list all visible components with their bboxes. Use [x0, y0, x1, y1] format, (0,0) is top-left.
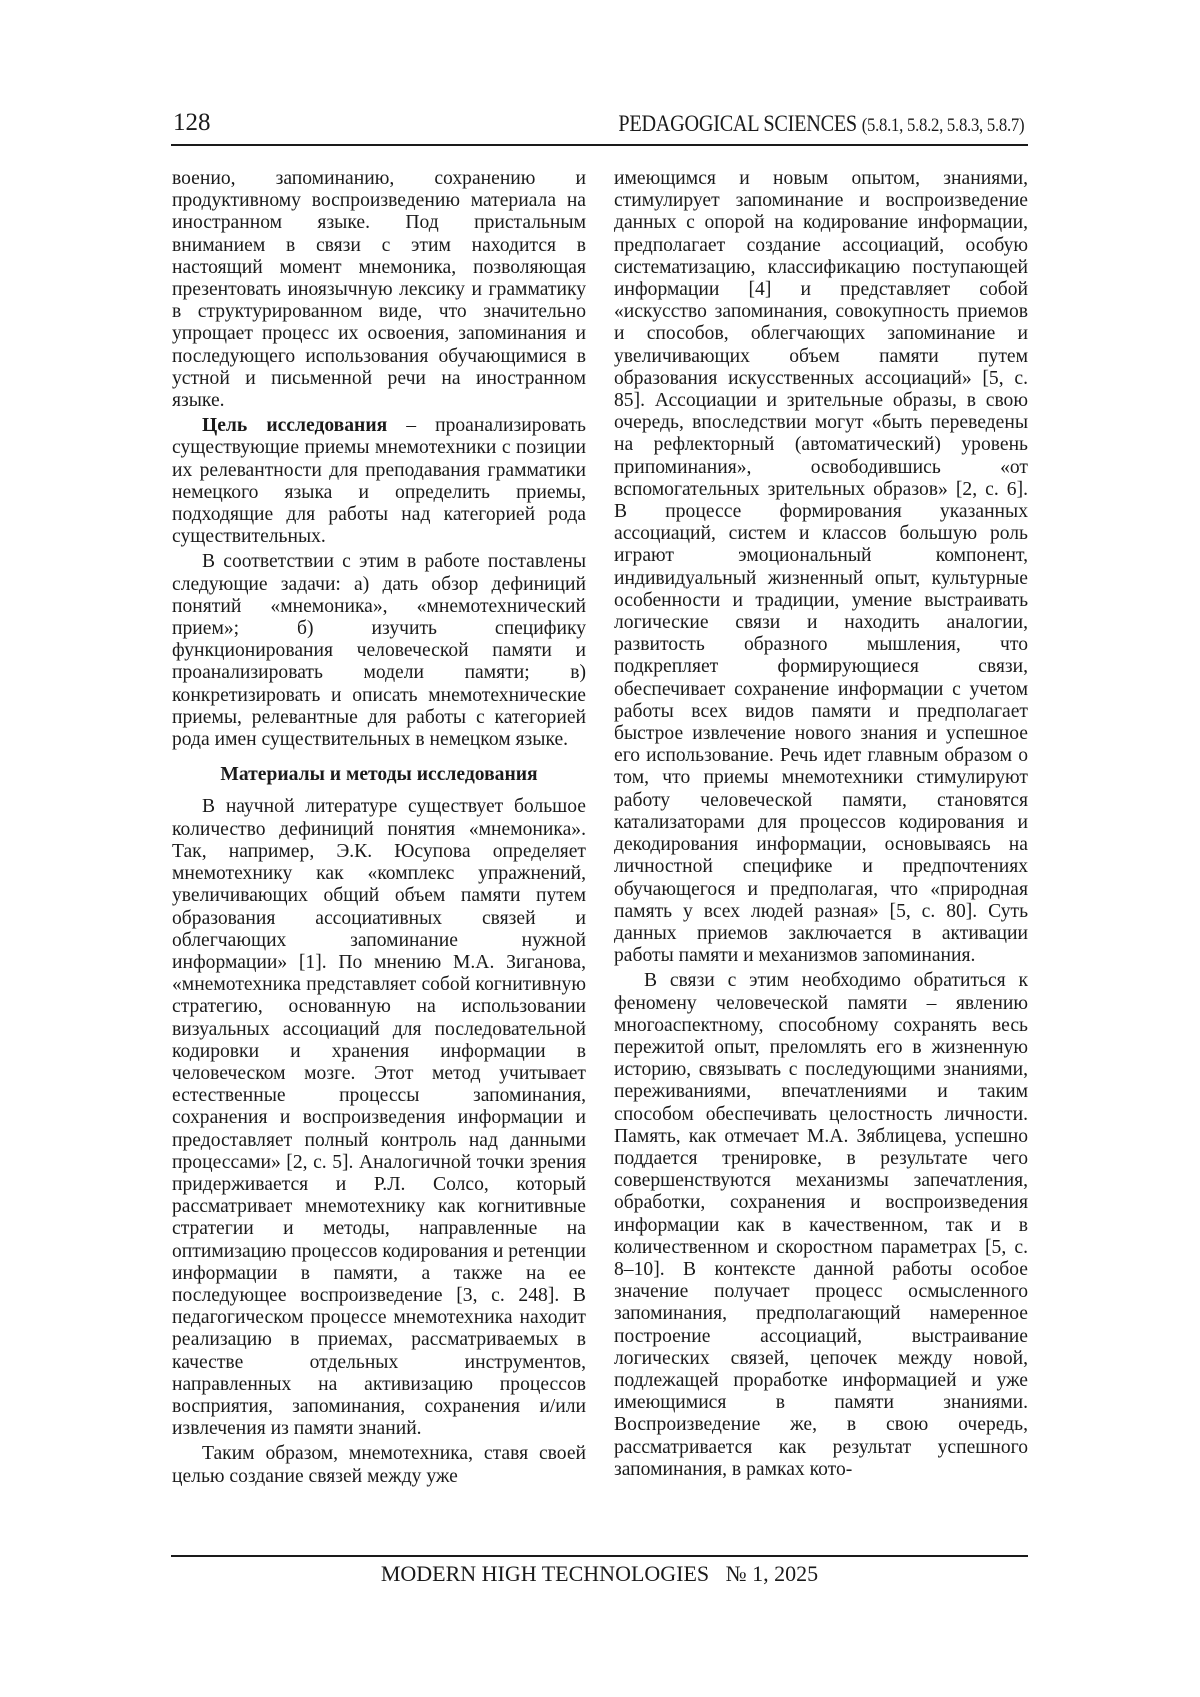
left-column — [172, 168, 586, 1488]
paragraph: военио, запоминанию, сохранению и продуктивному воспроизведению материала на иностранном языке. Под пристальным вниманием в связи с этим находится в настоящий момент мнемоника, позволяющая презентовать иноязычную лексику и грамматику в структурированном виде, что значительно упрощает процесс их освоения, запоминания и последующего использования обучающимися в устной и письменной речи на иностранном языке. — [172, 168, 586, 412]
paragraph: В связи с этим необходимо обратиться к феномену человеческой памяти – явлению многоаспектному, способному сохранять весь пережитой опыт, преломлять его в жизненную историю, связывать с последующими знаниями, переживаниями, впечатлениями и таким способом обеспечивать целостность личности. Память, как отмечает М.А. Зяблицева, успешно поддается тренировке, в результате чего совершенствуются механизмы запечатления, обработки, сохранения и воспроизведения информации как в качественном, так и в количественном и скоростном параметрах [5, с. 8–10]. В контексте данной работы особое значение получает процесс осмысленного запоминания, предполагающий намеренное построение ассоциаций, выстраивание логических связей, цепочек между новой, подлежащей проработке информацией и уже имеющимися в памяти знаниями. Воспроизведение же, в свою очередь, рассматривается как результат успешного запоминания, в рамках кото- — [614, 970, 1028, 1480]
right-column — [614, 168, 1028, 1481]
paragraph: Таким образом, мнемотехника, ставя своей целью создание связей между уже — [172, 1443, 586, 1487]
section-title: PEDAGOGICAL SCIENCES — [618, 111, 857, 136]
page-footer — [171, 1555, 1028, 1593]
page-number: 128 — [173, 109, 211, 136]
page-header — [171, 104, 1028, 146]
section-heading: Материалы и методы исследования — [220, 764, 538, 786]
paragraph-aim — [172, 415, 586, 548]
journal-name: MODERN HIGH TECHNOLOGIES № 1, 2025 — [380, 1561, 819, 1586]
running-title — [618, 110, 1024, 140]
section-codes: (5.8.1, 5.8.2, 5.8.3, 5.8.7) — [861, 115, 1024, 136]
aim-lead: Цель исследования — [202, 415, 388, 437]
paragraph: В научной литературе существует большое количество дефиниций понятия «мнемоника». Так, например, Э.К. Юсупова определяет мнемотехнику как «комплекс упражнений, увеличивающих общий объем памяти путем образования ассоциативных связей и облегчающих запоминание нужной информации» [1]. По мнению М.А. Зиганова, «мнемотехника представляет собой когнитивную стратегию, основанную на использовании визуальных ассоциаций для последовательной кодировки и хранения информации в человеческом мозге. Этот метод учитывает естественные процессы запоминания, сохранения и воспроизведения информации и предоставляет полный контроль над данными процессами» [2, с. 5]. Аналогичной точки зрения придерживается и Р.Л. Солсо, который рассматривает мнемотехнику как когнитивные стратегии и методы, направленные на оптимизацию процессов кодирования и ретенции информации в памяти, а также на ее последующее воспроизведение [3, с. 248]. В педагогическом процессе мнемотехника находит реализацию в приемах, рассматриваемых в качестве отдельных инструментов, направленных на активизацию процессов восприятия, запоминания, сохранения и/или извлечения из памяти знаний. — [172, 796, 586, 1440]
paragraph: имеющимся и новым опытом, знаниями, стимулирует запоминание и воспроизведение данных с опорой на кодирование информации, предполагает создание ассоциаций, особую систематизацию, классификацию поступающей информации [4] и представляет собой «искусство запоминания, совокупность приемов и способов, облегчающих запоминание и увеличивающих объем памяти путем образования искусственных ассоциаций» [5, с. 85]. Ассоциации и зрительные образы, в свою очередь, впоследствии могут «быть переведены на рефлекторный (автоматический) уровень припоминания», освободившись «от вспомогательных зрительных образов» [2, с. 6]. В процессе формирования указанных ассоциаций, систем и классов большую роль играют эмоциональный компонент, индивидуальный жизненный опыт, культурные особенности и традиции, умение выстраивать логические связи и находить аналогии, развитость образного мышления, что подкрепляет формирующиеся связи, обеспечивает сохранение информации с учетом работы всех видов памяти и предполагает быстрое извлечение нового знания и успешное его использование. Речь идет главным образом о том, что приемы мнемотехники стимулируют работу человеческой памяти, становятся катализаторами для процессов кодирования и декодирования информации, основываясь на личностной специфике и предпочтениях обучающегося и предполагая, что «природная память у всех людей разная» [5, с. 80]. Суть данных приемов заключается в активации работы памяти и механизмов запоминания. — [614, 168, 1028, 967]
aim-text: – проанализировать существующие приемы мнемотехники с позиции их релевантности для преподавания грамматики немецкого языка и определить приемы, подходящие для работы над категорией рода существительных. — [172, 415, 586, 548]
paragraph: В соответствии с этим в работе поставлены следующие задачи: а) дать обзор дефиниций понятий «мнемоника», «мнемотехнический прием»; б) изучить специфику функционирования человеческой памяти и проанализировать модели памяти; в) конкретизировать и описать мнемотехнические приемы, релевантные для работы с категорией рода имен существительных в немецком языке. — [172, 551, 586, 751]
